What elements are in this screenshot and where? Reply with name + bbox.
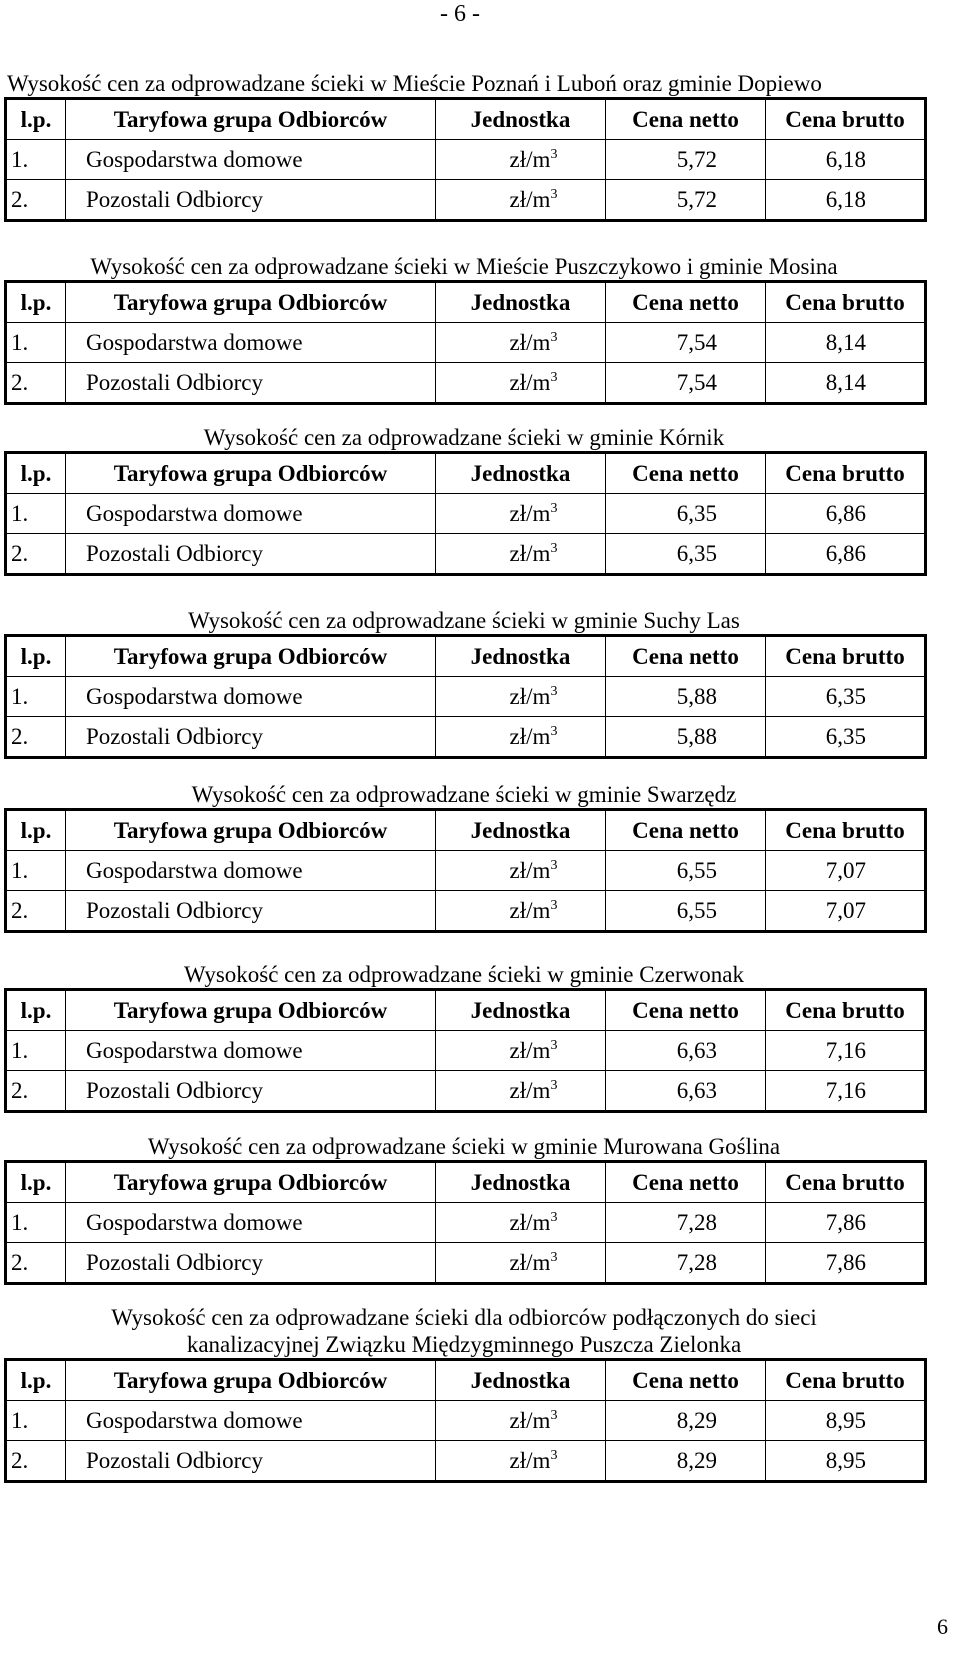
row-unit	[436, 1203, 606, 1243]
section-caption: Wysokość cen za odprowadzane ścieki w Mieście Poznań i Luboń oraz gminie Dopiewo	[7, 71, 822, 96]
row-lp: 2.	[6, 534, 66, 575]
table-header-row	[6, 1360, 926, 1401]
row-net-price: 6,55	[606, 891, 766, 932]
row-net-price: 5,72	[606, 140, 766, 180]
table-header-row	[6, 810, 926, 851]
row-gross-price: 6,18	[766, 140, 926, 180]
unit-base: zł/m	[509, 329, 551, 355]
row-unit	[436, 534, 606, 575]
row-lp: 1.	[6, 140, 66, 180]
row-net-price: 7,28	[606, 1243, 766, 1284]
tariff-section	[4, 781, 924, 933]
header-net-price: Cena netto	[606, 810, 766, 851]
unit-exponent: 3	[550, 1447, 558, 1463]
row-net-price: 7,54	[606, 323, 766, 363]
unit-exponent: 3	[550, 857, 558, 873]
unit-base: zł/m	[509, 369, 551, 395]
table-row	[6, 363, 926, 404]
unit-base: zł/m	[509, 1407, 551, 1433]
row-gross-price: 8,95	[766, 1401, 926, 1441]
table-row	[6, 140, 926, 180]
tariff-section	[4, 70, 924, 222]
unit-base: zł/m	[509, 1037, 551, 1063]
row-unit	[436, 1401, 606, 1441]
header-lp: l.p.	[6, 453, 66, 494]
row-lp: 1.	[6, 494, 66, 534]
header-net-price: Cena netto	[606, 1360, 766, 1401]
row-lp: 2.	[6, 1243, 66, 1284]
header-gross-price: Cena brutto	[766, 99, 926, 140]
row-unit	[436, 1071, 606, 1112]
tariff-table	[4, 808, 927, 933]
row-net-price: 5,88	[606, 717, 766, 758]
row-net-price: 6,55	[606, 851, 766, 891]
tariff-table	[4, 634, 927, 759]
unit-exponent: 3	[550, 1077, 558, 1093]
table-row	[6, 1401, 926, 1441]
unit-exponent: 3	[550, 369, 558, 385]
row-lp: 1.	[6, 851, 66, 891]
row-net-price: 5,72	[606, 180, 766, 221]
header-lp: l.p.	[6, 636, 66, 677]
header-net-price: Cena netto	[606, 636, 766, 677]
header-group: Taryfowa grupa Odbiorców	[66, 636, 436, 677]
row-gross-price: 7,07	[766, 851, 926, 891]
row-lp: 1.	[6, 323, 66, 363]
table-row	[6, 1203, 926, 1243]
unit-base: zł/m	[509, 540, 551, 566]
table-header-row	[6, 990, 926, 1031]
header-gross-price: Cena brutto	[766, 1162, 926, 1203]
row-group: Pozostali Odbiorcy	[66, 363, 436, 404]
header-lp: l.p.	[6, 1162, 66, 1203]
unit-base: zł/m	[509, 1447, 551, 1473]
tariff-section	[4, 1304, 924, 1483]
header-gross-price: Cena brutto	[766, 810, 926, 851]
row-lp: 1.	[6, 677, 66, 717]
header-unit: Jednostka	[436, 990, 606, 1031]
header-lp: l.p.	[6, 282, 66, 323]
row-net-price: 6,63	[606, 1071, 766, 1112]
row-unit	[436, 677, 606, 717]
row-group: Pozostali Odbiorcy	[66, 1441, 436, 1482]
table-header-row	[6, 282, 926, 323]
section-caption: Wysokość cen za odprowadzane ścieki w gminie Murowana Goślina	[147, 1134, 781, 1159]
row-group: Gospodarstwa domowe	[66, 1031, 436, 1071]
unit-exponent: 3	[550, 540, 558, 556]
row-group: Pozostali Odbiorcy	[66, 1243, 436, 1284]
row-gross-price: 7,86	[766, 1243, 926, 1284]
table-row	[6, 494, 926, 534]
table-header-row	[6, 453, 926, 494]
corner-page-number: 6	[937, 1614, 948, 1639]
row-lp: 1.	[6, 1031, 66, 1071]
header-gross-price: Cena brutto	[766, 1360, 926, 1401]
header-gross-price: Cena brutto	[766, 282, 926, 323]
unit-base: zł/m	[509, 897, 551, 923]
header-net-price: Cena netto	[606, 282, 766, 323]
row-net-price: 6,35	[606, 494, 766, 534]
table-row	[6, 1243, 926, 1284]
header-lp: l.p.	[6, 1360, 66, 1401]
row-gross-price: 7,07	[766, 891, 926, 932]
unit-exponent: 3	[550, 897, 558, 913]
header-unit: Jednostka	[436, 636, 606, 677]
table-row	[6, 851, 926, 891]
unit-base: zł/m	[509, 1209, 551, 1235]
unit-base: zł/m	[509, 1249, 551, 1275]
tariff-table	[4, 1160, 927, 1285]
tariff-table	[4, 451, 927, 576]
row-lp: 2.	[6, 1071, 66, 1112]
row-net-price: 6,35	[606, 534, 766, 575]
table-row	[6, 717, 926, 758]
row-group: Gospodarstwa domowe	[66, 677, 436, 717]
header-net-price: Cena netto	[606, 990, 766, 1031]
section-caption: Wysokość cen za odprowadzane ścieki w gminie Suchy Las	[188, 608, 740, 633]
unit-base: zł/m	[509, 723, 551, 749]
unit-base: zł/m	[509, 146, 551, 172]
row-unit	[436, 180, 606, 221]
row-group: Pozostali Odbiorcy	[66, 717, 436, 758]
row-gross-price: 7,16	[766, 1071, 926, 1112]
row-gross-price: 6,86	[766, 534, 926, 575]
header-lp: l.p.	[6, 810, 66, 851]
tariff-table	[4, 1358, 927, 1483]
unit-base: zł/m	[509, 186, 551, 212]
unit-base: zł/m	[509, 683, 551, 709]
row-lp: 1.	[6, 1401, 66, 1441]
row-group: Gospodarstwa domowe	[66, 323, 436, 363]
tariff-section	[4, 253, 924, 405]
row-gross-price: 6,35	[766, 677, 926, 717]
header-group: Taryfowa grupa Odbiorców	[66, 990, 436, 1031]
tariff-section	[4, 424, 924, 576]
unit-exponent: 3	[550, 723, 558, 739]
unit-exponent: 3	[550, 1407, 558, 1423]
row-unit	[436, 140, 606, 180]
unit-exponent: 3	[550, 1209, 558, 1225]
section-caption: Wysokość cen za odprowadzane ścieki w gminie Kórnik	[203, 425, 725, 450]
row-group: Pozostali Odbiorcy	[66, 1071, 436, 1112]
header-group: Taryfowa grupa Odbiorców	[66, 1360, 436, 1401]
row-unit	[436, 494, 606, 534]
row-lp: 1.	[6, 1203, 66, 1243]
section-caption: Wysokość cen za odprowadzane ścieki w gminie Swarzędz	[191, 782, 737, 807]
header-gross-price: Cena brutto	[766, 453, 926, 494]
row-gross-price: 7,16	[766, 1031, 926, 1071]
row-net-price: 6,63	[606, 1031, 766, 1071]
row-gross-price: 6,18	[766, 180, 926, 221]
header-lp: l.p.	[6, 990, 66, 1031]
unit-exponent: 3	[550, 329, 558, 345]
row-group: Gospodarstwa domowe	[66, 851, 436, 891]
table-header-row	[6, 636, 926, 677]
header-net-price: Cena netto	[606, 1162, 766, 1203]
unit-exponent: 3	[550, 500, 558, 516]
row-lp: 2.	[6, 1441, 66, 1482]
table-header-row	[6, 99, 926, 140]
header-group: Taryfowa grupa Odbiorców	[66, 810, 436, 851]
row-gross-price: 6,86	[766, 494, 926, 534]
row-unit	[436, 1243, 606, 1284]
header-group: Taryfowa grupa Odbiorców	[66, 99, 436, 140]
section-caption: Wysokość cen za odprowadzane ścieki w Mieście Puszczykowo i gminie Mosina	[90, 254, 838, 279]
header-unit: Jednostka	[436, 282, 606, 323]
page-number: - 6 -	[440, 1, 480, 27]
row-unit	[436, 1441, 606, 1482]
unit-exponent: 3	[550, 1249, 558, 1265]
row-gross-price: 8,14	[766, 323, 926, 363]
unit-exponent: 3	[550, 186, 558, 202]
row-net-price: 8,29	[606, 1441, 766, 1482]
unit-exponent: 3	[550, 146, 558, 162]
unit-exponent: 3	[550, 1037, 558, 1053]
header-lp: l.p.	[6, 99, 66, 140]
tariff-section	[4, 961, 924, 1113]
row-group: Gospodarstwa domowe	[66, 1203, 436, 1243]
row-net-price: 8,29	[606, 1401, 766, 1441]
header-net-price: Cena netto	[606, 453, 766, 494]
tariff-section	[4, 607, 924, 759]
header-gross-price: Cena brutto	[766, 636, 926, 677]
row-group: Pozostali Odbiorcy	[66, 891, 436, 932]
row-gross-price: 8,95	[766, 1441, 926, 1482]
row-gross-price: 7,86	[766, 1203, 926, 1243]
table-header-row	[6, 1162, 926, 1203]
header-unit: Jednostka	[436, 1360, 606, 1401]
header-unit: Jednostka	[436, 1162, 606, 1203]
row-lp: 2.	[6, 363, 66, 404]
row-unit	[436, 1031, 606, 1071]
tariff-table	[4, 988, 927, 1113]
table-row	[6, 534, 926, 575]
row-gross-price: 6,35	[766, 717, 926, 758]
row-net-price: 5,88	[606, 677, 766, 717]
row-unit	[436, 363, 606, 404]
header-unit: Jednostka	[436, 453, 606, 494]
header-group: Taryfowa grupa Odbiorców	[66, 453, 436, 494]
row-unit	[436, 717, 606, 758]
table-row	[6, 1071, 926, 1112]
section-caption-line2: kanalizacyjnej Związku Międzygminnego Puszcza Zielonka	[186, 1332, 742, 1357]
row-lp: 2.	[6, 891, 66, 932]
row-group: Pozostali Odbiorcy	[66, 180, 436, 221]
table-row	[6, 891, 926, 932]
section-caption: Wysokość cen za odprowadzane ścieki w gminie Czerwonak	[184, 962, 744, 987]
table-row	[6, 323, 926, 363]
row-net-price: 7,28	[606, 1203, 766, 1243]
row-lp: 2.	[6, 180, 66, 221]
tariff-table	[4, 97, 927, 222]
table-row	[6, 1031, 926, 1071]
row-lp: 2.	[6, 717, 66, 758]
row-gross-price: 8,14	[766, 363, 926, 404]
unit-base: zł/m	[509, 1077, 551, 1103]
table-row	[6, 1441, 926, 1482]
tariff-table	[4, 280, 927, 405]
table-row	[6, 180, 926, 221]
unit-base: zł/m	[509, 857, 551, 883]
unit-base: zł/m	[509, 500, 551, 526]
unit-exponent: 3	[550, 683, 558, 699]
row-net-price: 7,54	[606, 363, 766, 404]
tariff-section	[4, 1133, 924, 1285]
row-group: Pozostali Odbiorcy	[66, 534, 436, 575]
header-net-price: Cena netto	[606, 99, 766, 140]
row-unit	[436, 851, 606, 891]
header-unit: Jednostka	[436, 810, 606, 851]
row-group: Gospodarstwa domowe	[66, 1401, 436, 1441]
header-group: Taryfowa grupa Odbiorców	[66, 1162, 436, 1203]
header-group: Taryfowa grupa Odbiorców	[66, 282, 436, 323]
row-group: Gospodarstwa domowe	[66, 494, 436, 534]
header-gross-price: Cena brutto	[766, 990, 926, 1031]
row-unit	[436, 891, 606, 932]
header-unit: Jednostka	[436, 99, 606, 140]
table-row	[6, 677, 926, 717]
row-unit	[436, 323, 606, 363]
row-group: Gospodarstwa domowe	[66, 140, 436, 180]
section-caption: Wysokość cen za odprowadzane ścieki dla odbiorców podłączonych do sieci	[111, 1305, 817, 1330]
